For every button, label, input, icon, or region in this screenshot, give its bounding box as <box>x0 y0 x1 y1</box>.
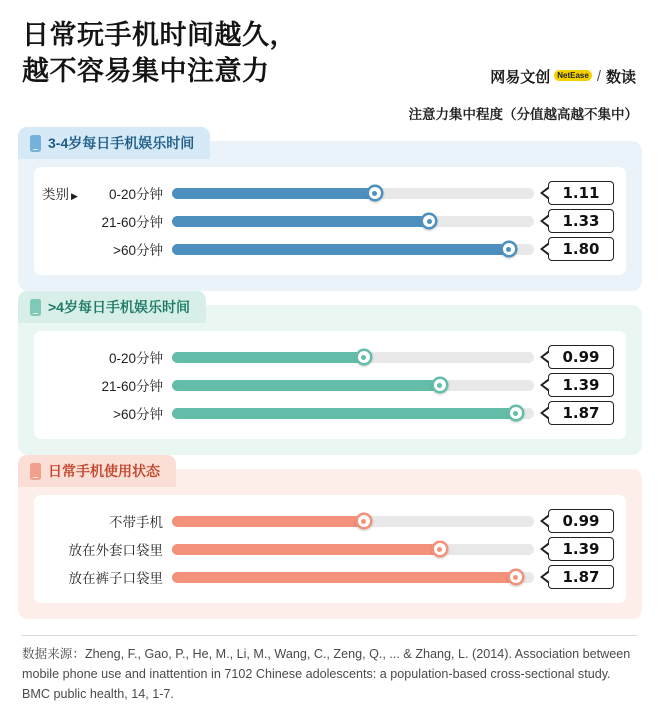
bar-track[interactable] <box>172 352 534 363</box>
source-note <box>18 636 642 705</box>
table-row <box>46 564 614 590</box>
brand-name: 网易文创 <box>490 69 551 87</box>
slider-knob[interactable] <box>500 241 517 258</box>
slider-knob[interactable] <box>421 213 438 230</box>
bar-fill <box>172 244 509 255</box>
table-row <box>46 536 614 562</box>
bar-track[interactable] <box>172 188 534 199</box>
slider-knob[interactable] <box>507 405 524 422</box>
value-badge: 1.33 <box>548 209 614 233</box>
group-1-panel <box>34 167 626 275</box>
row-label-text: 0-20分钟 <box>108 351 163 367</box>
table-row <box>46 236 614 262</box>
group-2-tab <box>18 291 206 323</box>
row-label-text: 不带手机 <box>109 515 163 531</box>
group-1-body <box>18 141 642 291</box>
group-1-tab <box>18 127 210 159</box>
group-3-tab <box>18 455 176 487</box>
row-label <box>46 403 172 423</box>
bar-fill <box>172 352 364 363</box>
value-badge: 1.39 <box>548 373 614 397</box>
bar-track[interactable] <box>172 544 534 555</box>
slider-knob[interactable] <box>431 541 448 558</box>
value-badge: 1.11 <box>548 181 614 205</box>
header <box>18 0 642 95</box>
table-row <box>46 344 614 370</box>
table-row <box>46 372 614 398</box>
group-3-body <box>18 469 642 619</box>
phone-icon <box>30 135 41 152</box>
chart-group-1 <box>18 135 642 291</box>
bar-fill <box>172 544 440 555</box>
chart-group-3 <box>18 463 642 619</box>
slider-knob[interactable] <box>507 569 524 586</box>
slider-knob[interactable] <box>366 185 383 202</box>
bar-fill <box>172 516 364 527</box>
row-label-text: 0-20分钟 <box>108 187 163 203</box>
table-row <box>42 180 614 206</box>
row-label <box>46 239 172 259</box>
value-badge: 1.80 <box>548 237 614 261</box>
bar-fill <box>172 188 375 199</box>
table-row <box>46 400 614 426</box>
value-badge: 1.87 <box>548 401 614 425</box>
source-text: Zheng, F., Gao, P., He, M., Li, M., Wang, C., Zeng, Q., ... & Zhang, L. (2014). Association between mobile phone use and inattention in 7102 Chinese adolescents: a population-based cross-sectional study. BMC public health, 14, 1-7. <box>22 647 631 702</box>
phone-icon <box>30 299 41 316</box>
brand-separator: / <box>596 68 601 86</box>
bar-track[interactable] <box>172 516 534 527</box>
legend-row <box>18 95 642 127</box>
source-label: 数据来源： <box>22 647 85 662</box>
slider-knob[interactable] <box>355 513 372 530</box>
bar-fill <box>172 216 429 227</box>
slider-knob[interactable] <box>431 377 448 394</box>
table-row <box>46 208 614 234</box>
chart-group-2 <box>18 299 642 455</box>
value-badge: 0.99 <box>548 345 614 369</box>
bar-track[interactable] <box>172 216 534 227</box>
table-row <box>46 508 614 534</box>
brand-sub-name: 数读 <box>605 69 636 87</box>
bar-track[interactable] <box>172 408 534 419</box>
row-label-text: >60分钟 <box>113 407 163 423</box>
row-label <box>46 211 172 231</box>
row-label <box>46 511 172 531</box>
row-label <box>42 183 172 203</box>
value-badge: 0.99 <box>548 509 614 533</box>
value-badge: 1.87 <box>548 565 614 589</box>
bar-track[interactable] <box>172 572 534 583</box>
row-label-text: 放在裤子口袋里 <box>68 571 163 587</box>
slider-knob[interactable] <box>355 349 372 366</box>
bar-track[interactable] <box>172 380 534 391</box>
group-3-tab-label: 日常手机使用状态 <box>48 463 160 480</box>
axis-label-attention: 注意力集中程度（分值越高越不集中） <box>408 107 638 123</box>
brand-logo <box>490 66 636 87</box>
row-label-text: 21-60分钟 <box>101 215 163 231</box>
group-3-panel <box>34 495 626 603</box>
group-2-panel <box>34 331 626 439</box>
group-2-body <box>18 305 642 455</box>
row-label-text: >60分钟 <box>113 243 163 259</box>
row-label-text: 21-60分钟 <box>101 379 163 395</box>
bar-fill <box>172 408 516 419</box>
netease-badge: NetEase <box>554 70 592 81</box>
bar-fill <box>172 572 516 583</box>
title-line-1: 日常玩手机时间越久， <box>22 20 297 51</box>
phone-icon <box>30 463 41 480</box>
group-1-tab-label: 3-4岁每日手机娱乐时间 <box>48 135 195 152</box>
category-axis-label: 类别 ▶ <box>42 187 78 203</box>
row-label <box>46 567 172 587</box>
row-label-text: 放在外套口袋里 <box>68 543 163 559</box>
row-label <box>46 375 172 395</box>
bar-track[interactable] <box>172 244 534 255</box>
row-label <box>46 539 172 559</box>
title-line-2: 越不容易集中注意力 <box>22 55 270 87</box>
group-2-tab-label: >4岁每日手机娱乐时间 <box>48 299 190 316</box>
row-label <box>46 347 172 367</box>
value-badge: 1.39 <box>548 537 614 561</box>
bar-fill <box>172 380 440 391</box>
